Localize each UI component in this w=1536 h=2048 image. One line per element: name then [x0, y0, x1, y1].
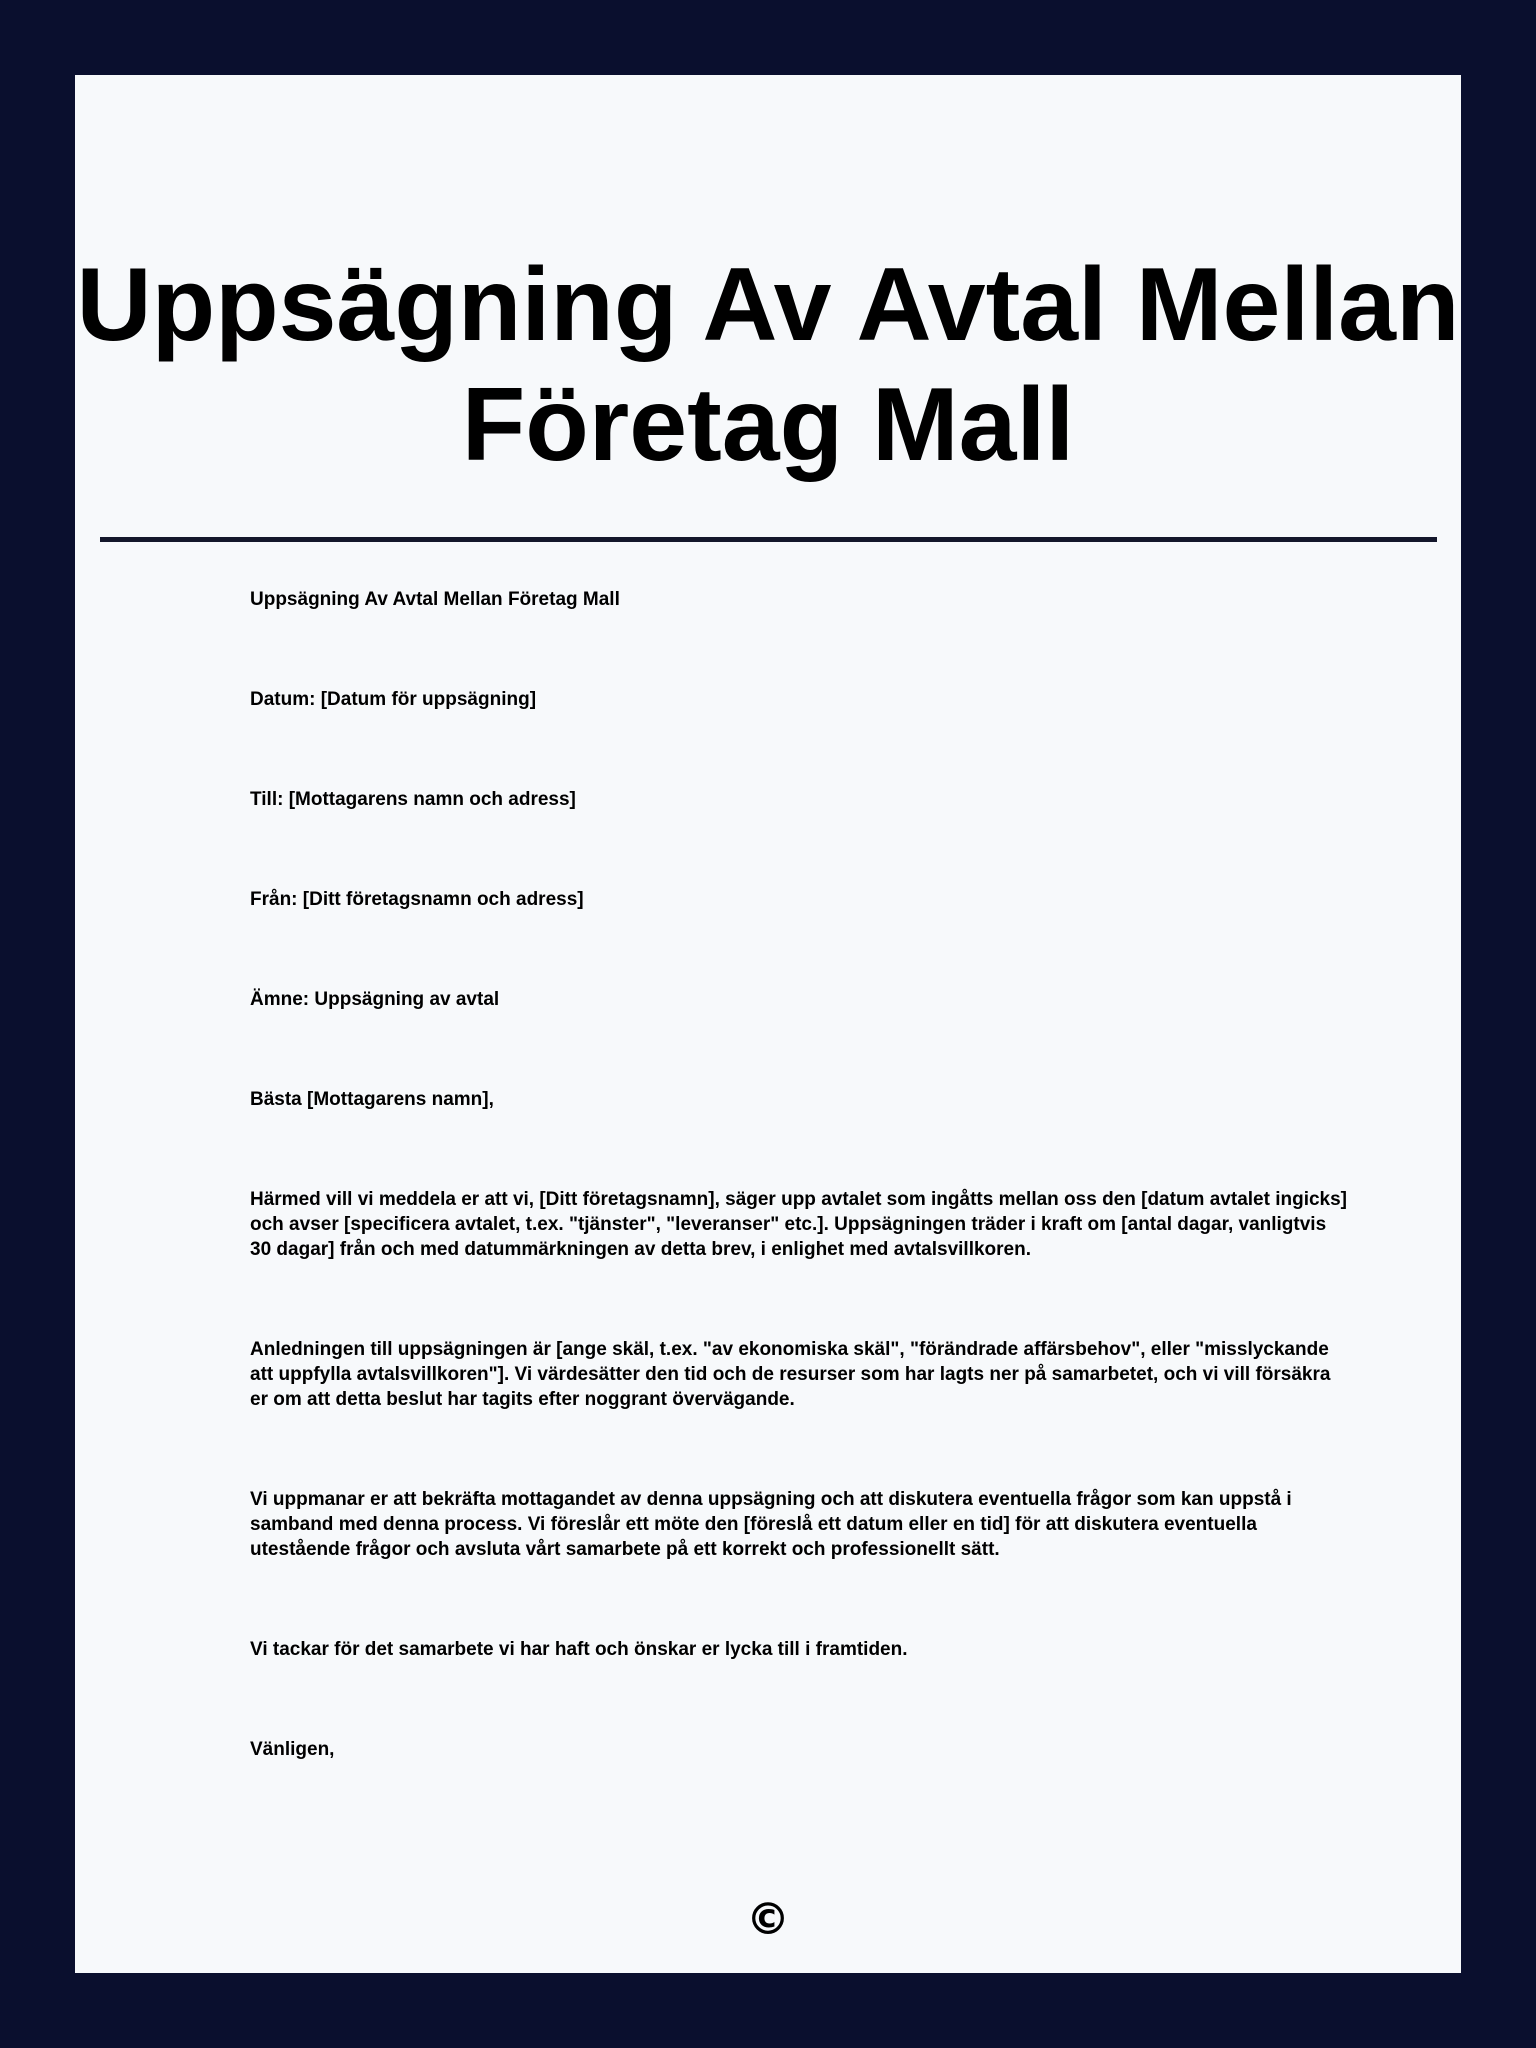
- subject-line: Ämne: Uppsägning av avtal: [250, 989, 500, 1010]
- title-divider: [100, 537, 1437, 542]
- date-line: Datum: [Datum för uppsägning]: [250, 689, 537, 710]
- copyright-icon: ©: [746, 1894, 790, 1945]
- page-title: [75, 245, 1461, 485]
- body-paragraph: Vi uppmanar er att bekräfta mottagandet av denna uppsägning och att diskutera eventuella frågor som kan uppstå i samband med denna process. Vi föreslår ett möte den [föreslå ett datum eller en tid] för att diskutera eventuella utestående frågor och avsluta vårt samarbete på ett korrekt och professionellt sätt.: [250, 1489, 1292, 1560]
- title-line-1: Uppsägning Av Avtal Mellan: [76, 247, 1460, 363]
- body-paragraph: Härmed vill vi meddela er att vi, [Ditt företagsnamn], säger upp avtalet som ingåtts mellan oss den [datum avtalet ingicks] och avser [specificera avtalet, t.ex. "tjänster", "leveranser" etc.]. Uppsägningen träder i kraft om [antal dagar, vanligtvis 30 dagar] från och med datummärkningen av detta brev, i enlighet med avtalsvillkoren.: [250, 1189, 1348, 1260]
- body-paragraph: Anledningen till uppsägningen är [ange skäl, t.ex. "av ekonomiska skäl", "förändrade affärsbehov", eller "misslyckande att uppfylla avtalsvillkoren"]. Vi värdesätter den tid och de resurser som har lagts ner på samarbetet, och vi vill försäkra er om att detta beslut har tagits efter noggrant övervägande.: [250, 1339, 1331, 1410]
- document-page: [75, 75, 1461, 1973]
- salutation: Bästa [Mottagarens namn],: [250, 1089, 494, 1110]
- recipient-line: Till: [Mottagarens namn och adress]: [250, 789, 576, 810]
- letter-body: [250, 587, 1350, 1837]
- letter-heading: Uppsägning Av Avtal Mellan Företag Mall: [250, 589, 620, 610]
- closing-paragraph: Vi tackar för det samarbete vi har haft och önskar er lycka till i framtiden.: [250, 1639, 908, 1660]
- title-line-2: Företag Mall: [461, 367, 1075, 483]
- sign-off: Vänligen,: [250, 1739, 335, 1760]
- sender-line: Från: [Ditt företagsnamn och adress]: [250, 889, 584, 910]
